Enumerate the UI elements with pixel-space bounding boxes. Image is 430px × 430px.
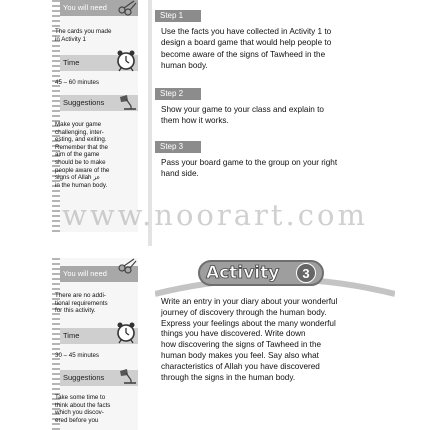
- desk-lamp-icon: [116, 93, 138, 111]
- scissors-pencil-icon-2: [116, 256, 138, 274]
- materials-text: The cards you made in Activity 1: [55, 28, 112, 43]
- step-1-label: Step 1: [155, 10, 201, 22]
- time-value: 45 – 60 minutes: [55, 79, 100, 86]
- step-1-text: Use the facts you have collected in Activity 1 to design a board game that would help people to become aware of the signs of Tawheed in the human body.: [161, 27, 332, 71]
- suggestions-text: Make your game challenging, inter- esting, and exiting. Remember that the aim of the game should be to make people aware of the signs of Allah عز in the human body.: [55, 121, 110, 189]
- activity-title: Activity: [206, 263, 280, 283]
- desk-lamp-icon-2: [116, 367, 138, 385]
- suggestions-heading: Suggestions: [60, 95, 138, 111]
- time-heading-2: Time: [60, 328, 138, 344]
- time-value-2: 30 – 45 minutes: [55, 352, 100, 359]
- step-2-text: Show your game to your class and explain to them how it works.: [161, 105, 324, 126]
- step-3-text: Pass your board game to the group on your right hand side.: [161, 158, 338, 179]
- materials-text-2: There are no addi- tional requirements for this activity.: [55, 292, 108, 315]
- activity-number: 3: [296, 263, 316, 283]
- alarm-clock-icon: [114, 48, 138, 72]
- alarm-clock-icon-2: [114, 320, 138, 344]
- scissors-pencil-icon: [116, 0, 138, 16]
- suggestions-text-2: Take some time to think about the facts which you discov- ered before you: [55, 394, 111, 424]
- watermark: www.noorart.com: [62, 198, 368, 232]
- time-heading: Time: [60, 55, 138, 71]
- suggestions-heading-2: Suggestions: [60, 370, 138, 386]
- you-will-need-heading-2: You will need: [60, 266, 138, 282]
- you-will-need-heading: You will need: [60, 0, 138, 16]
- step-2-label: Step 2: [155, 88, 201, 100]
- activity-instructions: Write an entry in your diary about your wonderful journey of discovery through the human body. Express your feelings about the many wonderful things you have discovered. Write down how discovering the signs of Tawheed in the human body makes you feel. Say also what characteristics of Allah you have discovered through the signs in the human body.: [161, 297, 338, 382]
- step-3-label: Step 3: [155, 141, 201, 153]
